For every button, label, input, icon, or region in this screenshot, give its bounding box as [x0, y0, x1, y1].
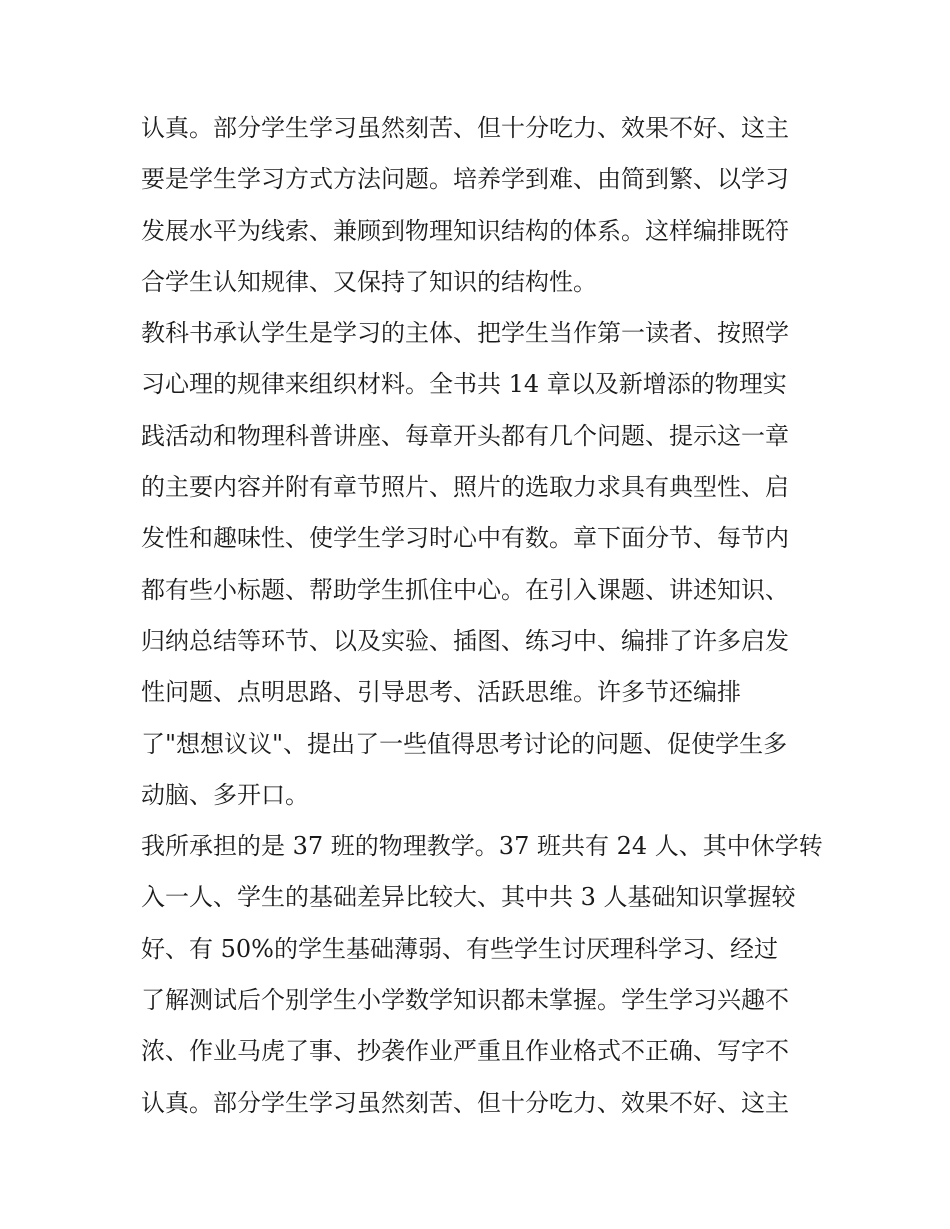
text-line: 合学生认知规律、又保持了知识的结构性。 [141, 267, 597, 296]
text-line: 动脑、多开口。 [141, 780, 309, 809]
text-line: 入一人、学生的基础差异比较大、其中共 3 人基础知识掌握较 [141, 883, 796, 912]
text-line: 归纳总结等环节、以及实验、插图、练习中、编排了许多启发 [141, 626, 789, 655]
text-line: 发展水平为线索、兼顾到物理知识结构的体系。这样编排既符 [141, 216, 789, 245]
text-line: 的主要内容并附有章节照片、照片的选取力求具有典型性、启 [141, 473, 789, 502]
text-line: 认真。部分学生学习虽然刻苦、但十分吃力、效果不好、这主 [141, 114, 789, 142]
text-line: 教科书承认学生是学习的主体、把学生当作第一读者、按照学 [141, 319, 789, 348]
text-line: 性问题、点明思路、引导思考、活跃思维。许多节还编排 [141, 678, 741, 707]
text-line: 好、有 50%的学生基础薄弱、有些学生讨厌理科学习、经过 [141, 934, 778, 963]
text-line: 要是学生学习方式方法问题。培养学到难、由简到繁、以学习 [141, 165, 789, 194]
text-line: 浓、作业马虎了事、抄袭作业严重且作业格式不正确、写字不 [141, 1037, 789, 1066]
text-line: 都有些小标题、帮助学生抓住中心。在引入课题、讲述知识、 [141, 575, 789, 604]
text-line: 发性和趣味性、使学生学习时心中有数。章下面分节、每节内 [141, 524, 789, 553]
text-line: 习心理的规律来组织材料。全书共 14 章以及新增添的物理实 [141, 370, 787, 399]
body-text [141, 103, 831, 1129]
text-line: 践活动和物理科普讲座、每章开头都有几个问题、提示这一章 [141, 421, 789, 450]
text-line: 了解测试后个别学生小学数学知识都未掌握。学生学习兴趣不 [141, 986, 789, 1015]
text-line: 我所承担的是 37 班的物理教学。37 班共有 24 人、其中休学转 [141, 832, 823, 861]
text-line: 认真。部分学生学习虽然刻苦、但十分吃力、效果不好、这主 [141, 1088, 789, 1117]
text-line: 了"想想议议"、提出了一些值得思考讨论的问题、促使学生多 [141, 729, 788, 758]
